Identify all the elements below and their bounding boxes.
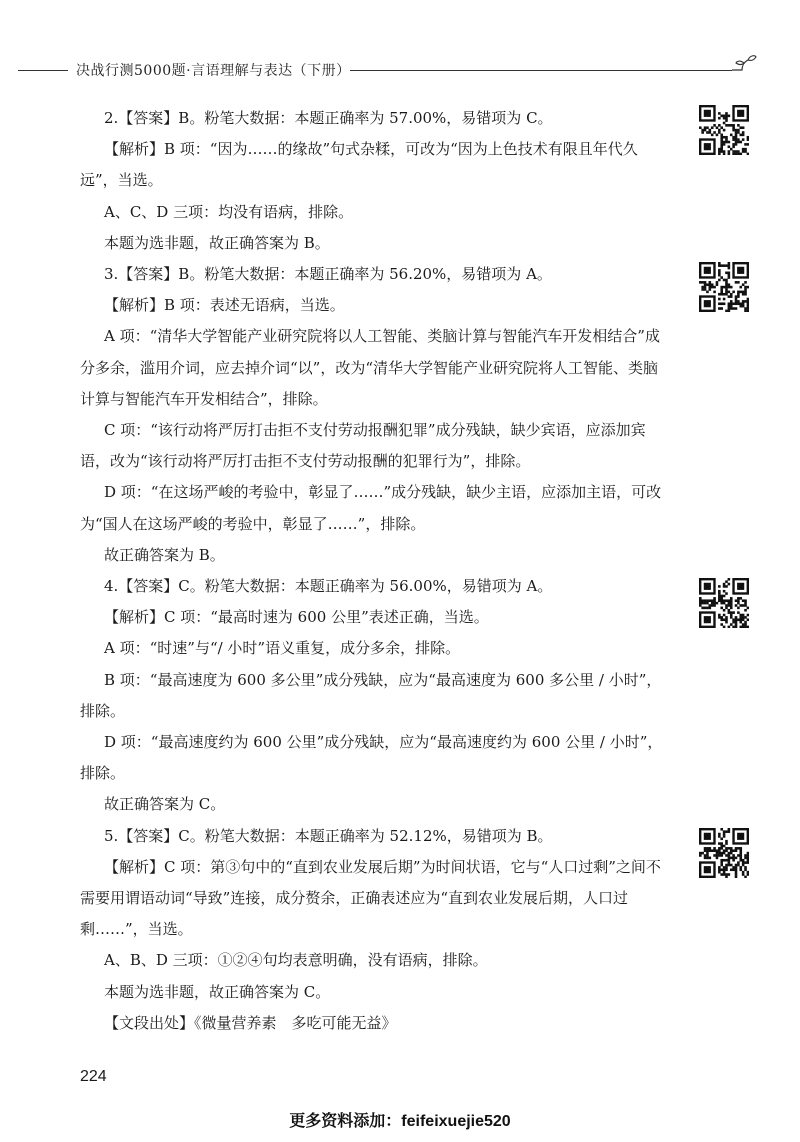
q3-option-d: D 项：“在这场严峻的考验中，彰显了……”成分残缺，缺少主语，应添加主语，可改为“国人在这场严峻的考验中，彰显了……”，排除。 [80,483,662,533]
footer-contact-note: 更多资料添加：feifeixuejie520 [289,1113,511,1130]
q4-conclusion: 故正确答案为 C。 [104,795,226,814]
q4-option-b: B 项：“最高速度为 600 多公里”成分残缺，应为“最高速度为 600 多公里 / 小时”，排除。 [80,670,662,720]
q2-answer: 2.【答案】B。粉笔大数据：本题正确率为 57.00%，易错项为 C。 [104,109,553,127]
q4-analysis: 【解析】C 项：“最高时速为 600 公里”表述正确，当选。 [104,608,489,627]
running-header [0,52,800,92]
q2-options-acd: A、C、D 三项：均没有语病，排除。 [104,202,354,221]
q4-option-a: A 项：“时速”与“/ 小时”语义重复，成分多余，排除。 [104,639,461,658]
header-rule-left [18,70,68,71]
q3-answer: 3.【答案】B。粉笔大数据：本题正确率为 56.20%，易错项为 A。 [104,265,552,284]
q5-options-abd: A、B、D 三项：①②④句均表意明确，没有语病，排除。 [104,951,488,970]
q4-option-d: D 项：“最高速度约为 600 公里”成分残缺，应为“最高速度约为 600 公里 / 小时”，排除。 [80,733,663,783]
q4-answer: 4.【答案】C。粉笔大数据：本题正确率为 56.00%，易错项为 A。 [104,577,553,596]
source-note: 【文段出处】《微量营养素 多吃可能无益》 [104,1013,397,1032]
q5-conclusion: 本题为选非题，故正确答案为 C。 [104,982,331,1001]
page-number: 224 [80,1068,107,1085]
qr-code-q3[interactable] [699,262,749,312]
qr-code-icon [699,828,749,878]
q3-conclusion: 故正确答案为 B。 [104,545,225,564]
q3-option-a: A 项：“清华大学智能产业研究院将以人工智能、类脑计算与智能汽车开发相结合”成分多余，滥用介词，应去掉介词“以”，改为“清华大学智能产业研究院将人工智能、类脑计算与智能汽车开发相结合”，排除。 [80,327,660,408]
answer-explanations [80,103,670,1039]
qr-code-icon [699,578,749,628]
book-title: 决战行测5000题·言语理解与表达（下册） [76,63,351,79]
q5-analysis: 【解析】C 项：第③句中的“直到农业发展后期”为时间状语，它与“人口过剩”之间不需要用谓语动词“导致”连接，成分赘余，正确表述应为“直到农业发展后期，人口过剩……”，当选。 [80,857,661,939]
q3-analysis: 【解析】B 项：表述无语病，当选。 [104,296,345,315]
qr-code-q4[interactable] [699,578,749,628]
qr-code-icon [699,262,749,312]
q2-analysis: 【解析】B 项：“因为……的缘故”句式杂糅，可改为“因为上色技术有限且年代久远”，当选。 [80,140,638,190]
qr-code-q5[interactable] [699,828,749,878]
qr-code-icon [699,105,749,155]
q3-option-c: C 项：“该行动将严厉打击拒不支付劳动报酬犯罪”成分残缺，缺少宾语，应添加宾语，改为“该行动将严厉打击拒不支付劳动报酬的犯罪行为”，排除。 [80,421,646,471]
header-rule-right [350,70,732,71]
qr-code-q2[interactable] [699,105,749,155]
q2-conclusion: 本题为选非题，故正确答案为 B。 [104,233,330,252]
q5-answer: 5.【答案】C。粉笔大数据：本题正确率为 52.12%，易错项为 B。 [104,826,553,845]
sprout-icon [728,52,758,82]
